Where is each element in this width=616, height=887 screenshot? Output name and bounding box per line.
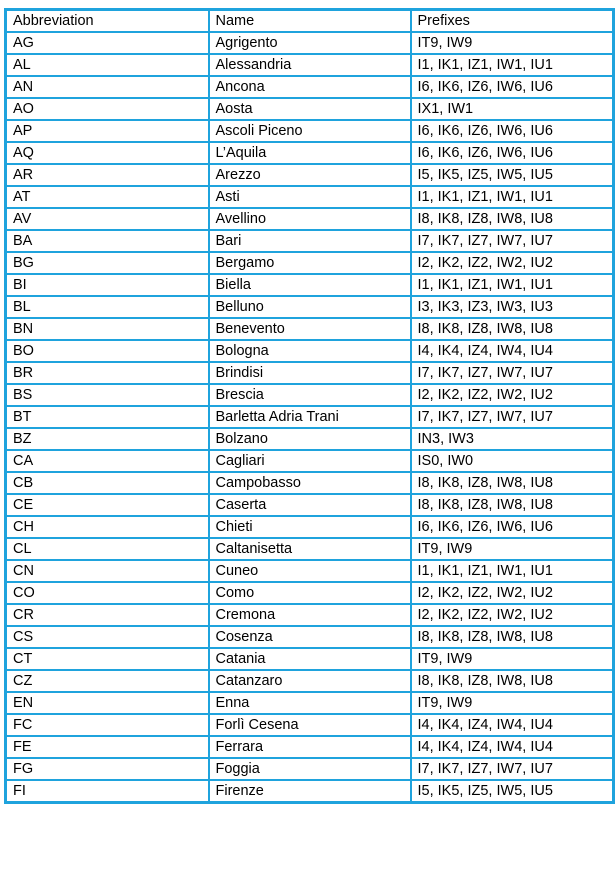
table-row — [6, 120, 614, 142]
header-abbreviation: Abbreviation — [6, 10, 209, 33]
abbreviation-cell: CT — [6, 648, 209, 670]
prefixes-cell: I7, IK7, IZ7, IW7, IU7 — [411, 230, 614, 252]
table-row — [6, 186, 614, 208]
abbreviation-cell: BL — [6, 296, 209, 318]
prefixes-cell: I6, IK6, IZ6, IW6, IU6 — [411, 516, 614, 538]
table-row — [6, 98, 614, 120]
prefixes-cell: I8, IK8, IZ8, IW8, IU8 — [411, 208, 614, 230]
prefixes-cell: I8, IK8, IZ8, IW8, IU8 — [411, 494, 614, 516]
name-cell: Campobasso — [209, 472, 411, 494]
table-header-row — [6, 10, 614, 33]
prefixes-cell: I2, IK2, IZ2, IW2, IU2 — [411, 582, 614, 604]
name-cell: Firenze — [209, 780, 411, 803]
name-cell: Ascoli Piceno — [209, 120, 411, 142]
name-cell: Brindisi — [209, 362, 411, 384]
name-cell: Bari — [209, 230, 411, 252]
table-row — [6, 384, 614, 406]
abbreviation-cell: FI — [6, 780, 209, 803]
name-cell: Cagliari — [209, 450, 411, 472]
prefixes-cell: IN3, IW3 — [411, 428, 614, 450]
name-cell: Foggia — [209, 758, 411, 780]
name-cell: Arezzo — [209, 164, 411, 186]
name-cell: L’Aquila — [209, 142, 411, 164]
abbreviation-cell: BG — [6, 252, 209, 274]
abbreviation-cell: BT — [6, 406, 209, 428]
abbreviation-cell: AT — [6, 186, 209, 208]
table-row — [6, 252, 614, 274]
abbreviation-cell: CA — [6, 450, 209, 472]
prefixes-cell: I7, IK7, IZ7, IW7, IU7 — [411, 758, 614, 780]
table-row — [6, 450, 614, 472]
table-row — [6, 208, 614, 230]
table-row — [6, 428, 614, 450]
name-cell: Forlì Cesena — [209, 714, 411, 736]
table-row — [6, 626, 614, 648]
table-row — [6, 758, 614, 780]
table-body — [6, 32, 614, 803]
table-row — [6, 538, 614, 560]
name-cell: Alessandria — [209, 54, 411, 76]
table-row — [6, 318, 614, 340]
table-row — [6, 670, 614, 692]
name-cell: Caserta — [209, 494, 411, 516]
name-cell: Bologna — [209, 340, 411, 362]
name-cell: Asti — [209, 186, 411, 208]
prefixes-cell: I7, IK7, IZ7, IW7, IU7 — [411, 362, 614, 384]
table-row — [6, 648, 614, 670]
prefixes-cell: I8, IK8, IZ8, IW8, IU8 — [411, 318, 614, 340]
name-cell: Belluno — [209, 296, 411, 318]
abbreviation-cell: EN — [6, 692, 209, 714]
table-row — [6, 340, 614, 362]
prefixes-cell: I4, IK4, IZ4, IW4, IU4 — [411, 340, 614, 362]
name-cell: Avellino — [209, 208, 411, 230]
prefixes-cell: I7, IK7, IZ7, IW7, IU7 — [411, 406, 614, 428]
name-cell: Cuneo — [209, 560, 411, 582]
abbreviation-cell: BZ — [6, 428, 209, 450]
abbreviation-cell: CZ — [6, 670, 209, 692]
abbreviation-cell: CE — [6, 494, 209, 516]
abbreviation-cell: BN — [6, 318, 209, 340]
prefixes-cell: I1, IK1, IZ1, IW1, IU1 — [411, 186, 614, 208]
prefixes-cell: IT9, IW9 — [411, 648, 614, 670]
table-row — [6, 362, 614, 384]
abbreviation-cell: CH — [6, 516, 209, 538]
prefixes-cell: I2, IK2, IZ2, IW2, IU2 — [411, 252, 614, 274]
table-row — [6, 494, 614, 516]
header-name: Name — [209, 10, 411, 33]
prefixes-cell: I4, IK4, IZ4, IW4, IU4 — [411, 714, 614, 736]
table-row — [6, 604, 614, 626]
prefixes-cell: IT9, IW9 — [411, 692, 614, 714]
abbreviation-cell: BR — [6, 362, 209, 384]
name-cell: Caltanisetta — [209, 538, 411, 560]
abbreviation-cell: CL — [6, 538, 209, 560]
abbreviation-cell: CB — [6, 472, 209, 494]
name-cell: Brescia — [209, 384, 411, 406]
table-row — [6, 76, 614, 98]
name-cell: Biella — [209, 274, 411, 296]
name-cell: Catania — [209, 648, 411, 670]
table-row — [6, 560, 614, 582]
name-cell: Ancona — [209, 76, 411, 98]
table-row — [6, 736, 614, 758]
abbreviation-cell: BA — [6, 230, 209, 252]
prefixes-cell: I6, IK6, IZ6, IW6, IU6 — [411, 76, 614, 98]
abbreviation-cell: FE — [6, 736, 209, 758]
table-row — [6, 142, 614, 164]
name-cell: Cosenza — [209, 626, 411, 648]
prefixes-cell: I1, IK1, IZ1, IW1, IU1 — [411, 274, 614, 296]
prefixes-cell: I8, IK8, IZ8, IW8, IU8 — [411, 472, 614, 494]
name-cell: Barletta Adria Trani — [209, 406, 411, 428]
prefixes-cell: I8, IK8, IZ8, IW8, IU8 — [411, 670, 614, 692]
table-row — [6, 692, 614, 714]
name-cell: Chieti — [209, 516, 411, 538]
table-row — [6, 406, 614, 428]
prefixes-cell: I4, IK4, IZ4, IW4, IU4 — [411, 736, 614, 758]
prefixes-cell: I3, IK3, IZ3, IW3, IU3 — [411, 296, 614, 318]
name-cell: Bergamo — [209, 252, 411, 274]
name-cell: Ferrara — [209, 736, 411, 758]
prefixes-cell: IX1, IW1 — [411, 98, 614, 120]
name-cell: Agrigento — [209, 32, 411, 54]
table-row — [6, 54, 614, 76]
table-row — [6, 780, 614, 803]
prefixes-cell: I6, IK6, IZ6, IW6, IU6 — [411, 142, 614, 164]
table-row — [6, 32, 614, 54]
name-cell: Catanzaro — [209, 670, 411, 692]
abbreviation-cell: AL — [6, 54, 209, 76]
table-row — [6, 472, 614, 494]
abbreviation-cell: CO — [6, 582, 209, 604]
table-row — [6, 164, 614, 186]
name-cell: Aosta — [209, 98, 411, 120]
prefixes-cell: I1, IK1, IZ1, IW1, IU1 — [411, 54, 614, 76]
abbreviation-cell: BS — [6, 384, 209, 406]
prefixes-cell: I2, IK2, IZ2, IW2, IU2 — [411, 384, 614, 406]
prefixes-cell: I1, IK1, IZ1, IW1, IU1 — [411, 560, 614, 582]
abbreviation-cell: AN — [6, 76, 209, 98]
prefixes-cell: I6, IK6, IZ6, IW6, IU6 — [411, 120, 614, 142]
table-row — [6, 296, 614, 318]
prefixes-cell: IT9, IW9 — [411, 538, 614, 560]
abbreviation-cell: CN — [6, 560, 209, 582]
table-row — [6, 714, 614, 736]
prefixes-cell: I2, IK2, IZ2, IW2, IU2 — [411, 604, 614, 626]
prefixes-cell: IT9, IW9 — [411, 32, 614, 54]
table-row — [6, 516, 614, 538]
name-cell: Bolzano — [209, 428, 411, 450]
table-row — [6, 230, 614, 252]
abbreviation-cell: AQ — [6, 142, 209, 164]
abbreviation-cell: BI — [6, 274, 209, 296]
abbreviation-cell: AR — [6, 164, 209, 186]
name-cell: Cremona — [209, 604, 411, 626]
prefixes-cell: I5, IK5, IZ5, IW5, IU5 — [411, 164, 614, 186]
table-row — [6, 582, 614, 604]
abbreviation-cell: FC — [6, 714, 209, 736]
name-cell: Como — [209, 582, 411, 604]
abbreviation-cell: AV — [6, 208, 209, 230]
prefixes-cell: I8, IK8, IZ8, IW8, IU8 — [411, 626, 614, 648]
header-prefixes: Prefixes — [411, 10, 614, 33]
name-cell: Benevento — [209, 318, 411, 340]
abbreviation-cell: FG — [6, 758, 209, 780]
abbreviation-cell: CR — [6, 604, 209, 626]
abbreviation-cell: CS — [6, 626, 209, 648]
table-row — [6, 274, 614, 296]
abbreviation-cell: BO — [6, 340, 209, 362]
prefixes-cell: I5, IK5, IZ5, IW5, IU5 — [411, 780, 614, 803]
abbreviation-cell: AO — [6, 98, 209, 120]
abbreviation-cell: AP — [6, 120, 209, 142]
provinces-table — [4, 8, 615, 804]
name-cell: Enna — [209, 692, 411, 714]
prefixes-cell: IS0, IW0 — [411, 450, 614, 472]
abbreviation-cell: AG — [6, 32, 209, 54]
